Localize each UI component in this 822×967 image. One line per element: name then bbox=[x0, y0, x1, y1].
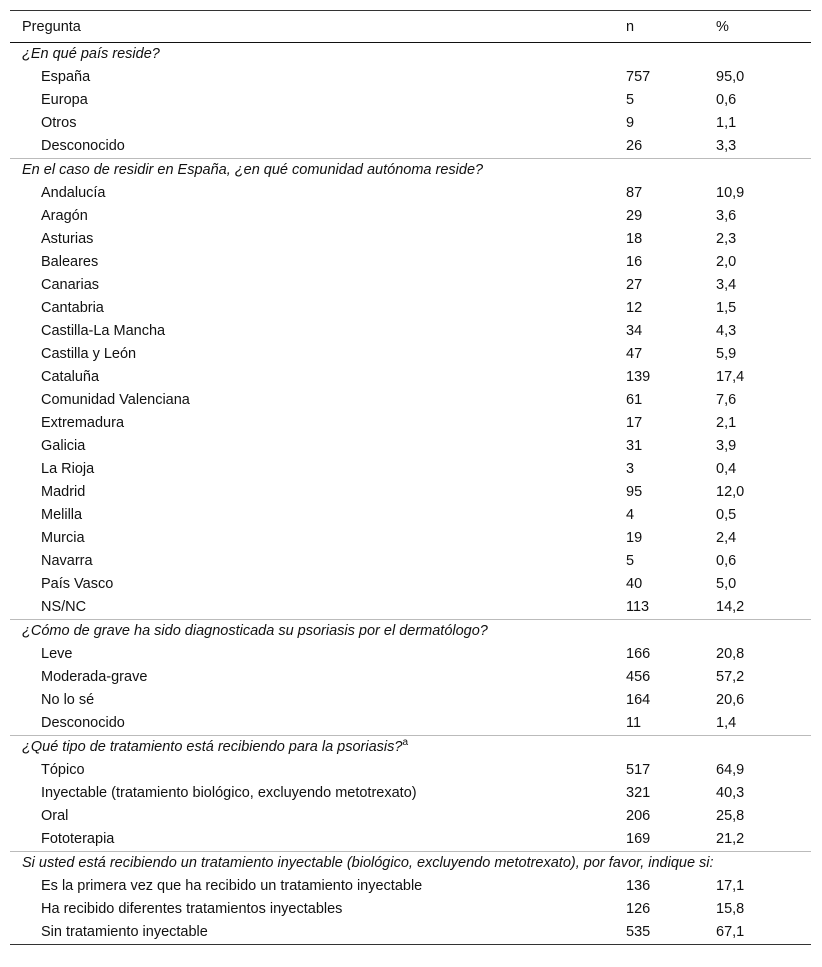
section-row bbox=[10, 620, 811, 644]
row-label: Madrid bbox=[41, 484, 86, 500]
header-question: Pregunta bbox=[10, 11, 626, 43]
row-percent: 1,1 bbox=[716, 115, 737, 131]
row-n: 11 bbox=[626, 715, 642, 731]
row-n: 31 bbox=[626, 438, 643, 454]
row-label: Sin tratamiento inyectable bbox=[10, 921, 626, 945]
row-label: Cataluña bbox=[41, 369, 100, 385]
table-row bbox=[10, 366, 811, 389]
section-row bbox=[10, 736, 811, 760]
row-percent: 20,6 bbox=[716, 692, 745, 708]
row-percent: 0,6 bbox=[716, 92, 737, 108]
section-title-cell bbox=[10, 159, 811, 183]
row-percent: 10,9 bbox=[716, 185, 745, 201]
section-title: ¿Cómo de grave ha sido diagnosticada su psoriasis por el dermatólogo? bbox=[22, 623, 488, 639]
row-n: 34 bbox=[626, 323, 643, 339]
row-percent: 0,6 bbox=[716, 553, 737, 569]
table-row bbox=[10, 228, 811, 251]
table-row bbox=[10, 759, 811, 782]
row-n: 87 bbox=[626, 185, 643, 201]
table-row bbox=[10, 643, 811, 666]
row-n: 139 bbox=[626, 369, 651, 385]
table-body bbox=[10, 43, 811, 945]
table-row bbox=[10, 921, 811, 945]
row-percent: 1,4 bbox=[716, 715, 737, 731]
row-percent: 57,2 bbox=[716, 669, 745, 685]
row-label: No lo sé bbox=[41, 692, 95, 708]
section-title: ¿En qué país reside? bbox=[22, 46, 160, 62]
row-label: Desconocido bbox=[41, 138, 125, 154]
survey-table-container bbox=[10, 10, 811, 945]
table-row bbox=[10, 297, 811, 320]
row-label: Cantabria bbox=[41, 300, 104, 316]
header-n: n bbox=[626, 11, 716, 43]
row-n: 113 bbox=[626, 599, 650, 615]
row-n: 40 bbox=[626, 576, 643, 592]
row-label: Baleares bbox=[41, 254, 99, 270]
row-n: 206 bbox=[626, 808, 651, 824]
survey-results-table bbox=[10, 10, 811, 945]
section-title: Si usted está recibiendo un tratamiento inyectable (biológico, excluyendo metotrexato), por favor, indique si: bbox=[22, 855, 714, 871]
row-label: Aragón bbox=[41, 208, 88, 224]
table-row bbox=[10, 412, 811, 435]
row-n: 19 bbox=[626, 530, 643, 546]
row-n: 9 bbox=[626, 115, 635, 131]
row-label: NS/NC bbox=[41, 599, 87, 615]
section-title-cell bbox=[10, 620, 811, 644]
row-n: 29 bbox=[626, 208, 643, 224]
row-n: 517 bbox=[626, 762, 651, 778]
table-row bbox=[10, 689, 811, 712]
row-label: La Rioja bbox=[41, 461, 95, 477]
row-label: Europa bbox=[41, 92, 88, 108]
row-percent: 95,0 bbox=[716, 69, 745, 85]
row-n: 26 bbox=[626, 138, 643, 154]
row-label: País Vasco bbox=[41, 576, 114, 592]
row-percent: 3,4 bbox=[716, 277, 737, 293]
table-row bbox=[10, 182, 811, 205]
table-row bbox=[10, 389, 811, 412]
row-percent: 14,2 bbox=[716, 599, 745, 615]
section-title-cell bbox=[10, 736, 811, 760]
row-percent: 0,5 bbox=[716, 507, 737, 523]
row-label: Castilla y León bbox=[41, 346, 137, 362]
row-percent: 25,8 bbox=[716, 808, 745, 824]
table-row bbox=[10, 274, 811, 297]
header-percent: % bbox=[716, 11, 811, 43]
section-row bbox=[10, 43, 811, 67]
row-percent: 12,0 bbox=[716, 484, 745, 500]
section-title-cell bbox=[10, 852, 811, 876]
row-percent: 2,1 bbox=[716, 415, 737, 431]
row-n: 5 bbox=[626, 92, 635, 108]
row-label: España bbox=[41, 69, 91, 85]
row-n: 321 bbox=[626, 785, 651, 801]
table-row bbox=[10, 458, 811, 481]
row-label: Navarra bbox=[41, 553, 93, 569]
row-percent: 17,1 bbox=[716, 878, 745, 894]
table-row bbox=[10, 550, 811, 573]
table-header-row bbox=[10, 11, 811, 43]
row-percent: 21,2 bbox=[716, 831, 745, 847]
row-label: Desconocido bbox=[41, 715, 125, 731]
row-label: Comunidad Valenciana bbox=[41, 392, 190, 408]
row-percent: 64,9 bbox=[716, 762, 745, 778]
row-percent: 15,8 bbox=[716, 901, 745, 917]
row-n: 27 bbox=[626, 277, 643, 293]
table-row bbox=[10, 66, 811, 89]
row-n: 535 bbox=[626, 921, 716, 945]
row-label: Ha recibido diferentes tratamientos inyectables bbox=[41, 901, 343, 917]
row-label: Murcia bbox=[41, 530, 85, 546]
row-n: 126 bbox=[626, 901, 651, 917]
row-percent: 4,3 bbox=[716, 323, 737, 339]
table-row bbox=[10, 320, 811, 343]
row-label: Castilla-La Mancha bbox=[41, 323, 166, 339]
row-percent: 17,4 bbox=[716, 369, 745, 385]
table-row bbox=[10, 135, 811, 159]
row-label: Otros bbox=[41, 115, 77, 131]
table-row bbox=[10, 89, 811, 112]
table-row bbox=[10, 343, 811, 366]
row-n: 12 bbox=[626, 300, 643, 316]
row-percent: 2,0 bbox=[716, 254, 737, 270]
row-n: 169 bbox=[626, 831, 651, 847]
row-percent: 5,0 bbox=[716, 576, 737, 592]
row-label: Leve bbox=[41, 646, 73, 662]
table-row bbox=[10, 205, 811, 228]
row-percent: 3,6 bbox=[716, 208, 737, 224]
table-row bbox=[10, 504, 811, 527]
row-label: Galicia bbox=[41, 438, 86, 454]
row-label: Fototerapia bbox=[41, 831, 115, 847]
table-row bbox=[10, 481, 811, 504]
table-row bbox=[10, 596, 811, 620]
row-n: 136 bbox=[626, 878, 651, 894]
row-n: 47 bbox=[626, 346, 643, 362]
row-n: 166 bbox=[626, 646, 651, 662]
row-percent: 67,1 bbox=[716, 921, 811, 945]
row-label: Moderada-grave bbox=[41, 669, 148, 685]
table-row bbox=[10, 527, 811, 550]
row-label: Es la primera vez que ha recibido un tratamiento inyectable bbox=[41, 878, 423, 894]
section-title-cell bbox=[10, 43, 811, 67]
row-n: 5 bbox=[626, 553, 635, 569]
row-percent: 1,5 bbox=[716, 300, 737, 316]
table-row bbox=[10, 875, 811, 898]
row-percent: 3,3 bbox=[716, 138, 737, 154]
row-percent: 2,3 bbox=[716, 231, 737, 247]
row-label: Extremadura bbox=[41, 415, 125, 431]
row-percent: 40,3 bbox=[716, 785, 745, 801]
row-percent: 5,9 bbox=[716, 346, 737, 362]
table-row bbox=[10, 805, 811, 828]
row-n: 164 bbox=[626, 692, 651, 708]
row-percent: 20,8 bbox=[716, 646, 745, 662]
row-percent: 7,6 bbox=[716, 392, 737, 408]
row-label: Inyectable (tratamiento biológico, excluyendo metotrexato) bbox=[41, 785, 417, 801]
row-label: Andalucía bbox=[41, 185, 106, 201]
row-label: Canarias bbox=[41, 277, 100, 293]
section-title: ¿Qué tipo de tratamiento está recibiendo para la psoriasis? bbox=[22, 739, 403, 755]
row-label: Tópico bbox=[41, 762, 85, 778]
row-n: 4 bbox=[626, 507, 635, 523]
section-title: En el caso de residir en España, ¿en qué comunidad autónoma reside? bbox=[22, 162, 484, 178]
row-label: Melilla bbox=[41, 507, 83, 523]
section-row bbox=[10, 852, 811, 876]
row-percent: 3,9 bbox=[716, 438, 737, 454]
row-n: 95 bbox=[626, 484, 643, 500]
table-row bbox=[10, 898, 811, 921]
row-n: 17 bbox=[626, 415, 643, 431]
table-row bbox=[10, 573, 811, 596]
section-row bbox=[10, 159, 811, 183]
table-row bbox=[10, 782, 811, 805]
table-row bbox=[10, 666, 811, 689]
row-n: 757 bbox=[626, 69, 651, 85]
row-n: 18 bbox=[626, 231, 643, 247]
row-label: Asturias bbox=[41, 231, 94, 247]
row-n: 61 bbox=[626, 392, 643, 408]
row-percent: 0,4 bbox=[716, 461, 737, 477]
row-n: 3 bbox=[626, 461, 635, 477]
table-row bbox=[10, 712, 811, 736]
row-n: 456 bbox=[626, 669, 651, 685]
table-row bbox=[10, 435, 811, 458]
table-row bbox=[10, 828, 811, 852]
row-percent: 2,4 bbox=[716, 530, 737, 546]
footnote-marker: a bbox=[402, 737, 408, 749]
table-row bbox=[10, 251, 811, 274]
row-label: Oral bbox=[41, 808, 69, 824]
row-n: 16 bbox=[626, 254, 643, 270]
table-row bbox=[10, 112, 811, 135]
